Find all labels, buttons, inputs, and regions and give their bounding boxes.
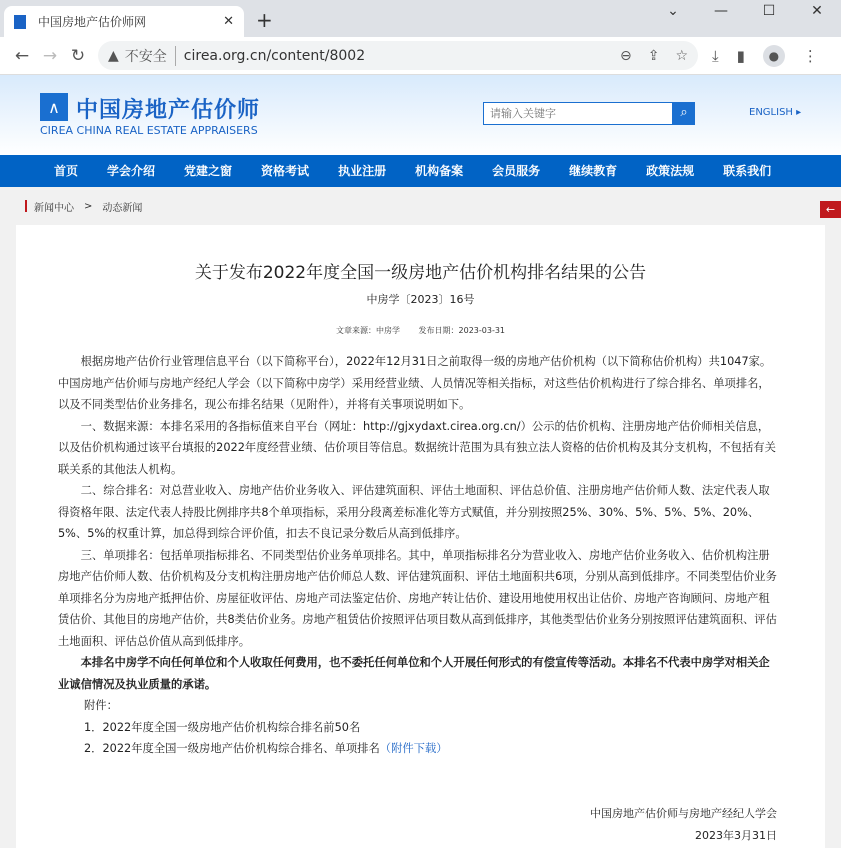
attachment-label: 附件： (84, 699, 118, 712)
breadcrumb (0, 187, 841, 225)
breadcrumb-marker (25, 200, 27, 212)
logo-mark-icon: ∧ (40, 93, 68, 121)
search-input[interactable] (483, 102, 673, 125)
maximize-icon[interactable]: ☐ (762, 3, 776, 19)
nav-item[interactable]: 机构备案 (415, 164, 464, 178)
star-icon[interactable]: ☆ (675, 47, 688, 64)
browser-tab[interactable] (4, 6, 244, 37)
reload-icon[interactable]: ↻ (70, 45, 86, 66)
nav-item[interactable]: 学会介绍 (107, 164, 156, 178)
english-link[interactable]: ENGLISH ▸ (749, 107, 802, 118)
sign-org: 中国房地产估价师与房地产经纪人学会 (590, 807, 777, 820)
close-tab-icon[interactable]: ✕ (223, 14, 234, 29)
back-arrow-icon[interactable]: ← (820, 201, 841, 218)
breadcrumb-item[interactable]: 新闻中心 (34, 202, 74, 214)
favicon-icon (14, 15, 26, 29)
paragraph: 三、单项排名：包括单项指标排名、不同类型估价业务单项排名。其中，单项指标排名分为营业收入、房地产估价业务收入、估价机构注册房地产估价师人数、估价机构及分支机构注册房地产估价师总人数、评估建筑面积、评估土地面积共6项，分别从高到低排序。不同类型估价业务单项排名分为房地产抵押估价、房屋征收评估、房地产司法鉴定估价、房地产转让估价、建设用地使用权出让估价、房地产咨询顾问、房地产租赁估价、其他目的房地产估价，共8类估价业务。房地产租赁估价按照评估项目数从高到低排序，其他类型估价业务分别按照评估建筑面积、评估土地面积、评估总价值从高到低排序。 (58, 548, 777, 648)
article-title: 关于发布2022年度全国一级房地产估价机构排名结果的公告 (194, 263, 647, 283)
article (16, 225, 825, 848)
site-header (0, 75, 841, 155)
minimize-icon[interactable]: — (714, 3, 728, 19)
menu-icon[interactable]: ⋮ (802, 46, 818, 65)
nav-item[interactable]: 执业注册 (338, 164, 387, 178)
paragraph: 根据房地产估价行业管理信息平台（以下简称平台），2022年12月31日之前取得一级的房地产估价机构（以下简称估价机构）共1047家。中国房地产估价师与房地产经纪人学会（以下简称中房学）采用经营业绩、人员情况等相关指标，对这些估价机构进行了综合排名、单项排名，以及不同类型估价业务排名，现公布排名结果（见附件），并将有关事项说明如下。 (58, 355, 772, 411)
sign-date: 2023年3月31日 (695, 829, 777, 842)
search-icon[interactable]: ⌕ (673, 102, 695, 125)
nav-item[interactable]: 联系我们 (723, 164, 772, 178)
site-logo[interactable] (40, 93, 261, 137)
tab-strip (0, 0, 841, 37)
nav-item[interactable]: 党建之窗 (184, 164, 233, 178)
article-date: 发布日期：2023-03-31 (418, 326, 506, 335)
nav-item[interactable]: 资格考试 (261, 164, 310, 178)
tab-title: 中国房地产估价师网 (38, 15, 147, 29)
insecure-label: 不安全 (125, 46, 176, 66)
main-nav (0, 155, 841, 187)
omnibox[interactable] (98, 41, 698, 70)
profile-avatar-icon[interactable]: ● (763, 45, 785, 67)
attachment-item (58, 738, 778, 760)
zoom-icon[interactable]: ⊖ (619, 47, 632, 64)
tab-search-icon[interactable]: ⌄ (667, 3, 679, 19)
nav-item[interactable]: 政策法规 (646, 164, 695, 178)
signature (590, 803, 777, 847)
breadcrumb-item[interactable]: 动态新闻 (102, 202, 143, 214)
logo-en: CIREA CHINA REAL ESTATE APPRAISERS (40, 124, 258, 137)
paragraph: 二、综合排名：对总营业收入、房地产估价业务收入、评估建筑面积、评估土地面积、评估总价值、注册房地产估价师人数、法定代表人取得资格年限、法定代表人持股比例排序共8个单项指标，采用分段离差标准化等方式赋值，并分别按照25%、30%、5%、5%、5%、20%、5%、5%的权重计算，加总得到综合评价值，扣去不良记录分数后从高到低排序。 (58, 484, 770, 540)
side-panel-icon[interactable]: ▮ (736, 46, 745, 65)
nav-item[interactable]: 会员服务 (492, 164, 541, 178)
attachment-download-link[interactable]: （附件下载） (379, 742, 448, 755)
nav-item[interactable]: 继续教育 (569, 164, 618, 178)
article-meta (16, 325, 825, 336)
article-body (58, 351, 778, 760)
attachment-text: 2．2022年度全国一级房地产估价机构综合排名、单项排名 (84, 742, 380, 755)
site-search (483, 102, 695, 125)
logo-cn: 中国房地产估价师 (76, 98, 261, 123)
paragraph: 一、数据来源：本排名采用的各指标值来自平台（网址：http://gjxydaxt.cirea.org.cn/）公示的估价机构、注册房地产估价师相关信息，以及估价机构通过该平台填报的2022年度经营业绩、估价项目等信息。数据统计范围为具有独立法人资格的估价机构及其分支机构，不包括有关联关系的其他法人机构。 (58, 419, 776, 476)
back-icon[interactable]: ← (14, 45, 30, 66)
attachment-item: 1．2022年度全国一级房地产估价机构综合排名前50名 (84, 720, 361, 734)
forward-icon[interactable]: → (42, 45, 58, 66)
download-icon[interactable]: ⤓ (712, 46, 719, 65)
warning-icon: ▲ (108, 47, 119, 64)
breadcrumb-separator: > (84, 200, 93, 212)
url-text[interactable]: cirea.org.cn/content/8002 (183, 47, 366, 64)
new-tab-icon[interactable]: + (256, 8, 273, 32)
address-bar-row (0, 37, 841, 75)
article-source: 文章来源：中房学 (335, 326, 400, 335)
close-window-icon[interactable]: ✕ (811, 3, 823, 19)
nav-item[interactable]: 首页 (54, 164, 79, 178)
notice-paragraph: 本排名中房学不向任何单位和个人收取任何费用，也不委托任何单位和个人开展任何形式的有偿宣传等活动。本排名不代表中房学对相关企业诚信情况及执业质量的承诺。 (58, 656, 770, 691)
share-icon[interactable]: ⇪ (647, 47, 660, 64)
doc-number: 中房学〔2023〕16号 (366, 293, 475, 306)
